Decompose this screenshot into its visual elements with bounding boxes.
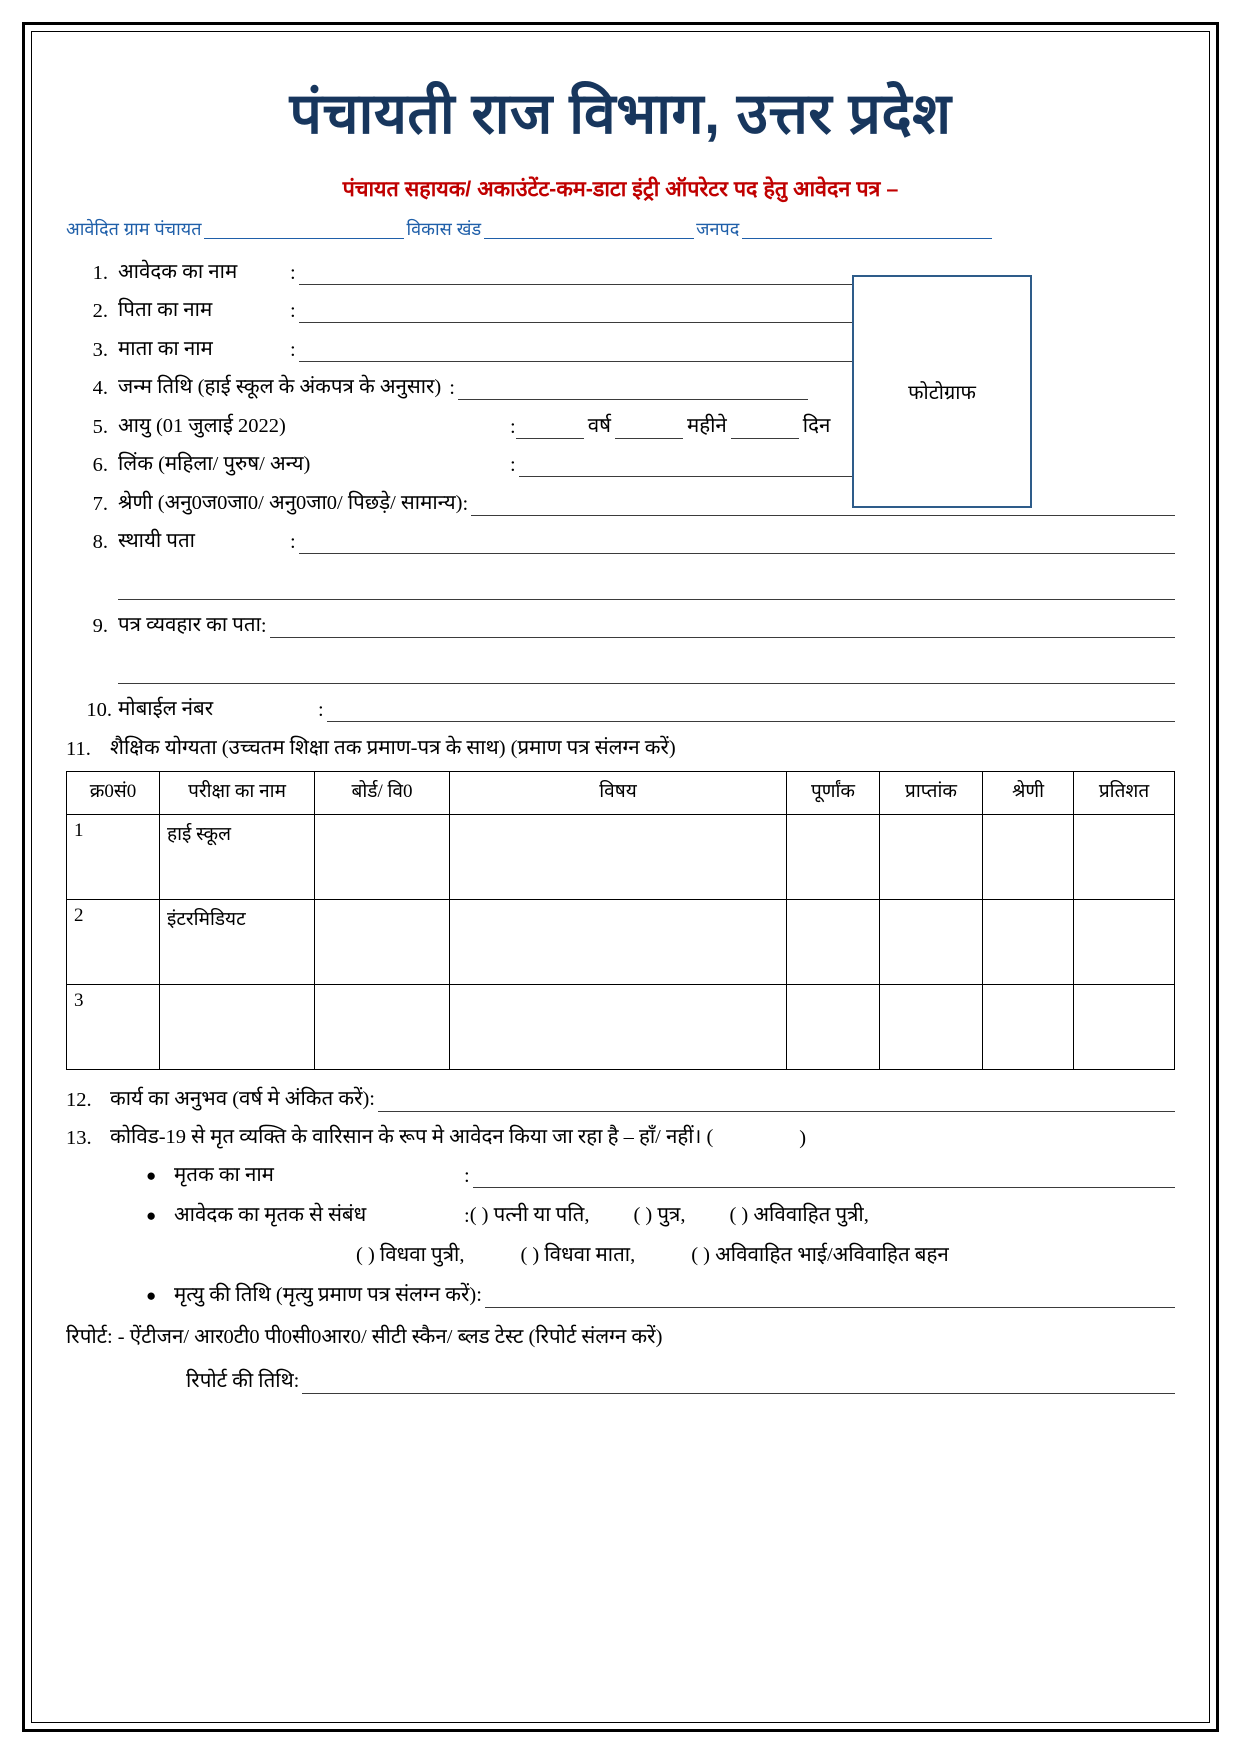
experience-row	[66, 1084, 1175, 1112]
father-name-input[interactable]	[299, 305, 859, 323]
field-row-mobile	[66, 694, 1175, 722]
age-months-input[interactable]	[615, 421, 683, 439]
field-number: 2.	[92, 300, 108, 323]
cell-subject[interactable]	[450, 814, 787, 899]
field-label: मोबाईल नंबर	[118, 698, 214, 721]
education-caption-number: 11.	[66, 737, 91, 760]
table-row	[67, 814, 1175, 899]
vikas-khand-label: विकास खंड	[406, 218, 482, 239]
relation-options-row-2	[66, 1240, 1175, 1268]
bullet-icon: ●	[146, 1166, 157, 1186]
deceased-name-row	[66, 1160, 1175, 1188]
cell-exam: हाई स्कूल	[160, 814, 315, 899]
permanent-address-input-line2[interactable]	[118, 582, 1175, 600]
column-header-full-marks: पूर्णांक	[787, 771, 880, 814]
field-colon: :	[290, 300, 296, 323]
cell-subject[interactable]	[450, 984, 787, 1069]
correspondence-address-input[interactable]	[270, 620, 1175, 638]
column-header-obtained: प्राप्तांक	[880, 771, 983, 814]
field-colon: :	[290, 338, 296, 361]
page-title: पंचायती राज विभाग, उत्तर प्रदेश	[289, 82, 952, 146]
education-caption-text: शैक्षिक योग्यता (उच्चतम शिक्षा तक प्रमाण-पत्र के साथ) (प्रमाण पत्र संलग्न करें)	[110, 736, 676, 759]
gram-panchayat-input[interactable]	[204, 222, 404, 239]
mother-name-input[interactable]	[299, 344, 859, 362]
relation-option-widow-mother[interactable]: ( ) विधवा माता,	[520, 1243, 636, 1266]
janpad-label: जनपद	[696, 218, 740, 239]
cell-subject[interactable]	[450, 899, 787, 984]
column-header-sno: क्र0सं0	[67, 771, 160, 814]
field-number: 3.	[92, 338, 108, 361]
relation-option-spouse[interactable]: ( ) पत्नी या पति,	[469, 1203, 590, 1226]
field-colon: :	[290, 531, 296, 554]
table-row	[67, 899, 1175, 984]
photograph-label: फोटोग्राफ	[908, 382, 976, 404]
mobile-number-input[interactable]	[327, 704, 1175, 722]
table-row	[67, 984, 1175, 1069]
cell-full-marks[interactable]	[787, 984, 880, 1069]
bullet-icon: ●	[146, 1286, 157, 1306]
cell-exam: इंटरमिडियट	[160, 899, 315, 984]
field-colon: :	[510, 454, 516, 477]
janpad-input[interactable]	[742, 222, 992, 239]
cell-full-marks[interactable]	[787, 814, 880, 899]
field-colon: :	[510, 415, 516, 438]
deceased-name-colon: :	[464, 1164, 470, 1187]
field-colon: :	[462, 492, 469, 515]
cell-exam[interactable]	[160, 984, 315, 1069]
field-label: माता का नाम	[118, 337, 213, 360]
death-date-row	[66, 1280, 1175, 1308]
relation-row	[66, 1200, 1175, 1228]
field-number: 6.	[92, 454, 108, 477]
cell-obtained[interactable]	[880, 984, 983, 1069]
covid-bullets	[66, 1160, 1175, 1308]
covid-question-number: 13.	[66, 1126, 92, 1149]
inner-border	[31, 31, 1210, 1723]
cell-board[interactable]	[315, 814, 450, 899]
covid-question-text: कोविड-19 से मृत व्यक्ति के वारिसान के रूप मे आवेदन किया जा रहा है – हाँ/ नहीं। (	[110, 1125, 714, 1148]
relation-colon: :	[464, 1204, 470, 1227]
report-types-line: रिपोर्ट: - ऐंटीजन/ आर0टी0 पी0सी0आर0/ सीटी स्कैन/ ब्लड टेस्ट (रिपोर्ट संलग्न करें)	[66, 1325, 663, 1348]
relation-option-unmarried-daughter[interactable]: ( ) अविवाहित पुत्री,	[729, 1203, 869, 1226]
education-table	[66, 771, 1175, 1070]
death-date-label: मृत्यु की तिथि (मृत्यु प्रमाण पत्र संलग्न करें):	[174, 1283, 482, 1306]
relation-option-unmarried-sibling[interactable]: ( ) अविवाहित भाई/अविवाहित बहन	[691, 1243, 949, 1266]
education-caption	[66, 733, 1175, 761]
relation-option-son[interactable]: ( ) पुत्र,	[633, 1203, 686, 1226]
deceased-name-input[interactable]	[473, 1170, 1175, 1188]
column-header-percent: प्रतिशत	[1074, 771, 1175, 814]
field-number: 8.	[92, 531, 108, 554]
correspondence-address-input-line2[interactable]	[118, 666, 1175, 684]
cell-board[interactable]	[315, 984, 450, 1069]
death-date-input[interactable]	[485, 1290, 1175, 1308]
age-days-input[interactable]	[731, 421, 799, 439]
field-number: 4.	[92, 377, 108, 400]
cell-percent[interactable]	[1074, 814, 1175, 899]
photograph-box[interactable]	[852, 275, 1032, 508]
report-date-row	[66, 1366, 1175, 1394]
relation-option-widow-daughter[interactable]: ( ) विधवा पुत्री,	[356, 1243, 465, 1266]
category-input[interactable]	[471, 498, 1175, 516]
cell-category[interactable]	[983, 984, 1074, 1069]
cell-sno: 1	[67, 814, 160, 899]
field-number: 10.	[86, 699, 112, 722]
field-label: आवेदक का नाम	[118, 260, 238, 283]
table-header-row	[67, 771, 1175, 814]
column-header-board: बोर्ड/ वि0	[315, 771, 450, 814]
experience-label: कार्य का अनुभव (वर्ष मे अंकित करें):	[110, 1087, 375, 1110]
field-label: लिंक (महिला/ पुरुष/ अन्य)	[118, 453, 311, 476]
field-number: 5.	[92, 415, 108, 438]
gender-input[interactable]	[519, 459, 869, 477]
covid-question-row	[66, 1122, 1175, 1150]
age-years-label: वर्ष	[587, 414, 611, 437]
cell-percent[interactable]	[1074, 984, 1175, 1069]
cell-sno: 2	[67, 899, 160, 984]
cell-obtained[interactable]	[880, 814, 983, 899]
experience-number: 12.	[66, 1088, 92, 1111]
field-colon: :	[290, 261, 296, 284]
report-date-label: रिपोर्ट की तिथि:	[186, 1369, 300, 1392]
field-colon: :	[318, 699, 324, 722]
dob-input[interactable]	[458, 382, 808, 400]
vikas-khand-input[interactable]	[484, 222, 694, 239]
applicant-name-input[interactable]	[299, 267, 859, 285]
column-header-subject: विषय	[450, 771, 787, 814]
field-number: 1.	[92, 261, 108, 284]
field-number: 9.	[92, 615, 108, 638]
gram-panchayat-label: आवेदित ग्राम पंचायत	[66, 218, 202, 239]
field-row-correspondence-address	[66, 610, 1175, 638]
outer-border	[22, 22, 1219, 1732]
field-number: 7.	[92, 492, 108, 515]
field-label: आयु (01 जुलाई 2022)	[118, 414, 286, 437]
cell-full-marks[interactable]	[787, 899, 880, 984]
field-colon: :	[260, 615, 267, 638]
cell-obtained[interactable]	[880, 899, 983, 984]
page-subtitle: पंचायत सहायक/ अकाउंटेंट-कम-डाटा इंट्री ऑपरेटर पद हेतु आवेदन पत्र –	[342, 176, 899, 201]
covid-question-close-paren: )	[799, 1126, 807, 1149]
field-label: स्थायी पता	[118, 530, 195, 553]
cell-percent[interactable]	[1074, 899, 1175, 984]
field-label: पत्र व्यवहार का पता	[118, 614, 261, 637]
relation-label: आवेदक का मृतक से संबंध	[174, 1203, 367, 1226]
report-date-input[interactable]	[302, 1376, 1175, 1394]
cell-category[interactable]	[983, 899, 1074, 984]
cell-sno: 3	[67, 984, 160, 1069]
permanent-address-input[interactable]	[299, 536, 1175, 554]
age-months-label: महीने	[686, 414, 727, 437]
bullet-icon: ●	[146, 1206, 157, 1226]
field-label: श्रेणी (अनु0ज0जा0/ अनु0जा0/ पिछड़े/ सामान्य)	[118, 491, 463, 514]
cell-category[interactable]	[983, 814, 1074, 899]
experience-input[interactable]	[378, 1094, 1175, 1112]
column-header-exam: परीक्षा का नाम	[160, 771, 315, 814]
deceased-name-label: मृतक का नाम	[174, 1163, 274, 1186]
location-row	[66, 217, 1175, 241]
field-colon: :	[449, 377, 455, 400]
relation-options-row-1	[470, 1200, 1175, 1228]
column-header-category: श्रेणी	[983, 771, 1074, 814]
field-label: पिता का नाम	[118, 299, 213, 322]
field-row-permanent-address	[66, 526, 1175, 554]
age-days-label: दिन	[802, 414, 831, 437]
field-label: जन्म तिथि (हाई स्कूल के अंकपत्र के अनुसार)	[118, 376, 442, 399]
age-years-input[interactable]	[516, 421, 584, 439]
cell-board[interactable]	[315, 899, 450, 984]
